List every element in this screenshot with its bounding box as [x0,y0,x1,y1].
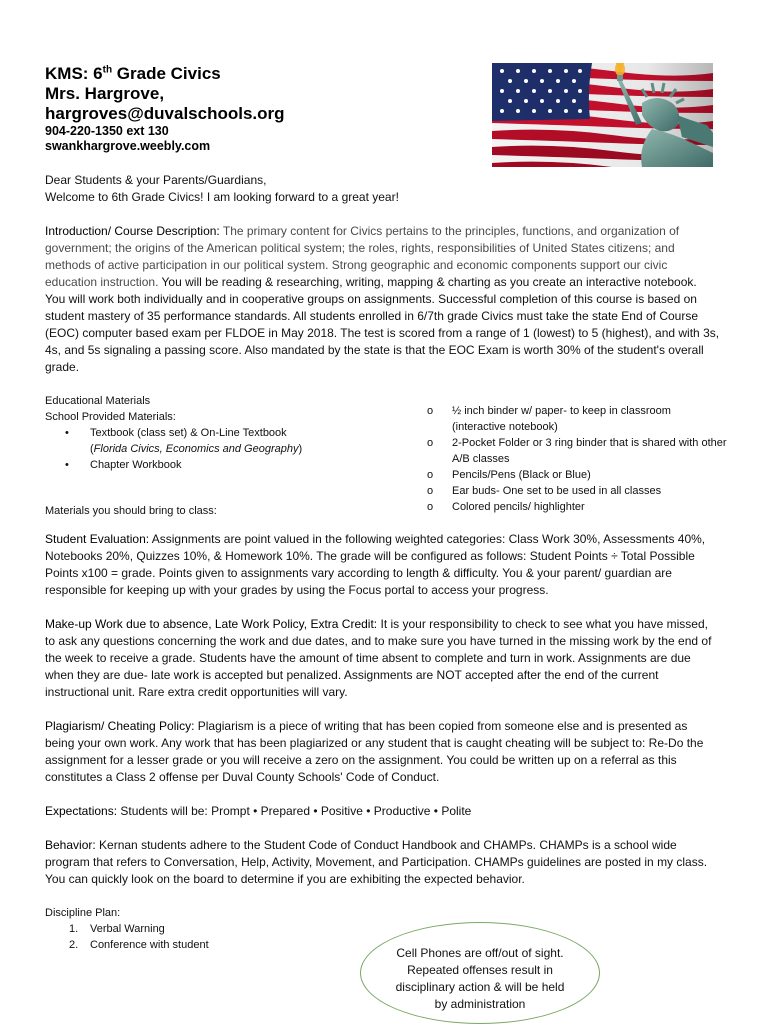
letter-body [45,172,727,953]
bring-materials-list [427,403,727,515]
behavior-label: Behavior: [45,838,96,852]
expectations-label: Expectations: [45,804,118,818]
list-item: o 2-Pocket Folder or 3 ring binder that is shared with other A/B classes [427,437,727,465]
intro-text: You will be reading & researching, writing, mapping & charting as you create an interactive notebook. You will work both individually and in cooperative groups on assignments. Successful completion of this course is based on student mastery of 35 performance standards. All students enrolled in 6/7th grade Civics must take the state End of Course (EOC) computer based exam per FLDOE in May 2018. The test is scored from a range of 1 (lowest) to 5 (highest), and with 3s, 4s, and 5s signaling a passing score. Also mandated by the state is that the EOC Exam is worth 30% of the student's overall grade. [45,275,720,374]
list-item: o ½ inch binder w/ paper- to keep in classroom (interactive notebook) [427,405,671,433]
makeup-label: Make-up Work due to absence, Late Work Policy, Extra Credit: [45,617,378,631]
textbook-title: Florida Civics, Economics and Geography [93,443,299,455]
list-item: o Colored pencils/ highlighter [427,501,585,513]
plagiarism-label: Plagiarism/ Cheating Policy: [45,719,195,733]
teacher-website[interactable]: swankhargrove.weebly.com [45,139,211,153]
expectations-section: Expectations: Students will be: Prompt • Prepared • Positive • Productive • Polite [45,804,472,818]
evaluation-section: Student Evaluation: Assignments are point valued in the following weighted categories: Class Work 30%, Assessments 40%, Notebooks 20%, Quizzes 10%, & Homework 10%. The grade will be configured as follows: Student Points ÷ Total Possible Points x100 = grade. Points given to assignments vary according to length & difficulty. You & your parent/ guardian are responsible for keeping up with your grades by using the Focus portal to access your progress. [45,532,706,597]
list-item: • Textbook (class set) & On-Line Textbook (Florida Civics, Economics and Geography) [45,425,405,457]
intro-gray-text: The primary content for Civics pertains to the principles, functions, and organization of government; the origins of the American political system; the roles, rights, responsibilities of United States citizens; and methods of active participation in our political system. Strong geographic and economic components support our civic education instruction. [45,224,680,289]
cell-phone-callout: Cell Phones are off/out of sight. Repeated offenses result in disciplinary action & will be held by administration [360,922,600,1024]
bring-materials-heading: Materials you should bring to class: [45,505,217,517]
american-flag-icon [492,63,713,167]
intro-label: Introduction/ Course Description: [45,224,220,238]
list-item: o Ear buds- One set to be used in all classes [427,485,662,497]
list-item: • Chapter Workbook [45,457,405,473]
intro-section [45,223,720,376]
evaluation-label: Student Evaluation: [45,532,150,546]
greeting [45,172,720,206]
school-materials-heading: School Provided Materials: [45,411,176,423]
title-superscript: th [102,64,113,76]
makeup-section: Make-up Work due to absence, Late Work Policy, Extra Credit: It is your responsibility to check to see what you have missed, to ask any questions concerning the work and due dates, and to make sure you have turned in the missing work by the end of the week to receive a grade. Students have the amount of time absent to complete and turn in work. Assignments are due when they are due- late work is accepted but penalized. Assignments are NOT accepted after the end of the current instructional unit. Rare extra credit opportunities will vary. [45,617,712,699]
course-title: KMS: 6th Grade Civics [45,64,221,83]
greeting-salutation: Dear Students & your Parents/Guardians, [45,173,267,187]
teacher-email[interactable]: hargroves@duvalschools.org [45,104,285,123]
teacher-name: Mrs. Hargrove, [45,84,165,103]
document-header [45,64,475,154]
behavior-section: Behavior: Kernan students adhere to the Student Code of Conduct Handbook and CHAMPs. CHAMPs is a school wide program that refers to Conversation, Help, Activity, Movement, and Participation. CHAMPs guidelines are posted in my class. You can quickly look on the board to determine if you are exhibiting the expected behavior. [45,838,708,886]
list-item: 2. Conference with student [69,939,209,951]
materials-section [45,393,727,519]
list-item: o Pencils/Pens (Black or Blue) [427,469,591,481]
discipline-heading: Discipline Plan: [45,907,121,919]
greeting-welcome: Welcome to 6th Grade Civics! I am looking forward to a great year! [45,190,399,204]
list-item: 1. Verbal Warning [69,923,165,935]
teacher-phone: 904-220-1350 ext 130 [45,124,169,138]
materials-heading: Educational Materials [45,395,151,407]
flag-liberty-image [492,63,713,167]
school-materials [45,393,405,517]
plagiarism-section: Plagiarism/ Cheating Policy: Plagiarism is a piece of writing that has been copied from someone else and is presented as being your own work. Any work that has been plagiarized or any student that is caught cheating will be subject to: Re-Do the assignment for a lesser grade or you will receive a zero on the assignment. You could be written up on a referral as this constitutes a Class 2 offense per Duval County Schools' Code of Conduct. [45,719,704,784]
school-materials-list [45,425,405,473]
